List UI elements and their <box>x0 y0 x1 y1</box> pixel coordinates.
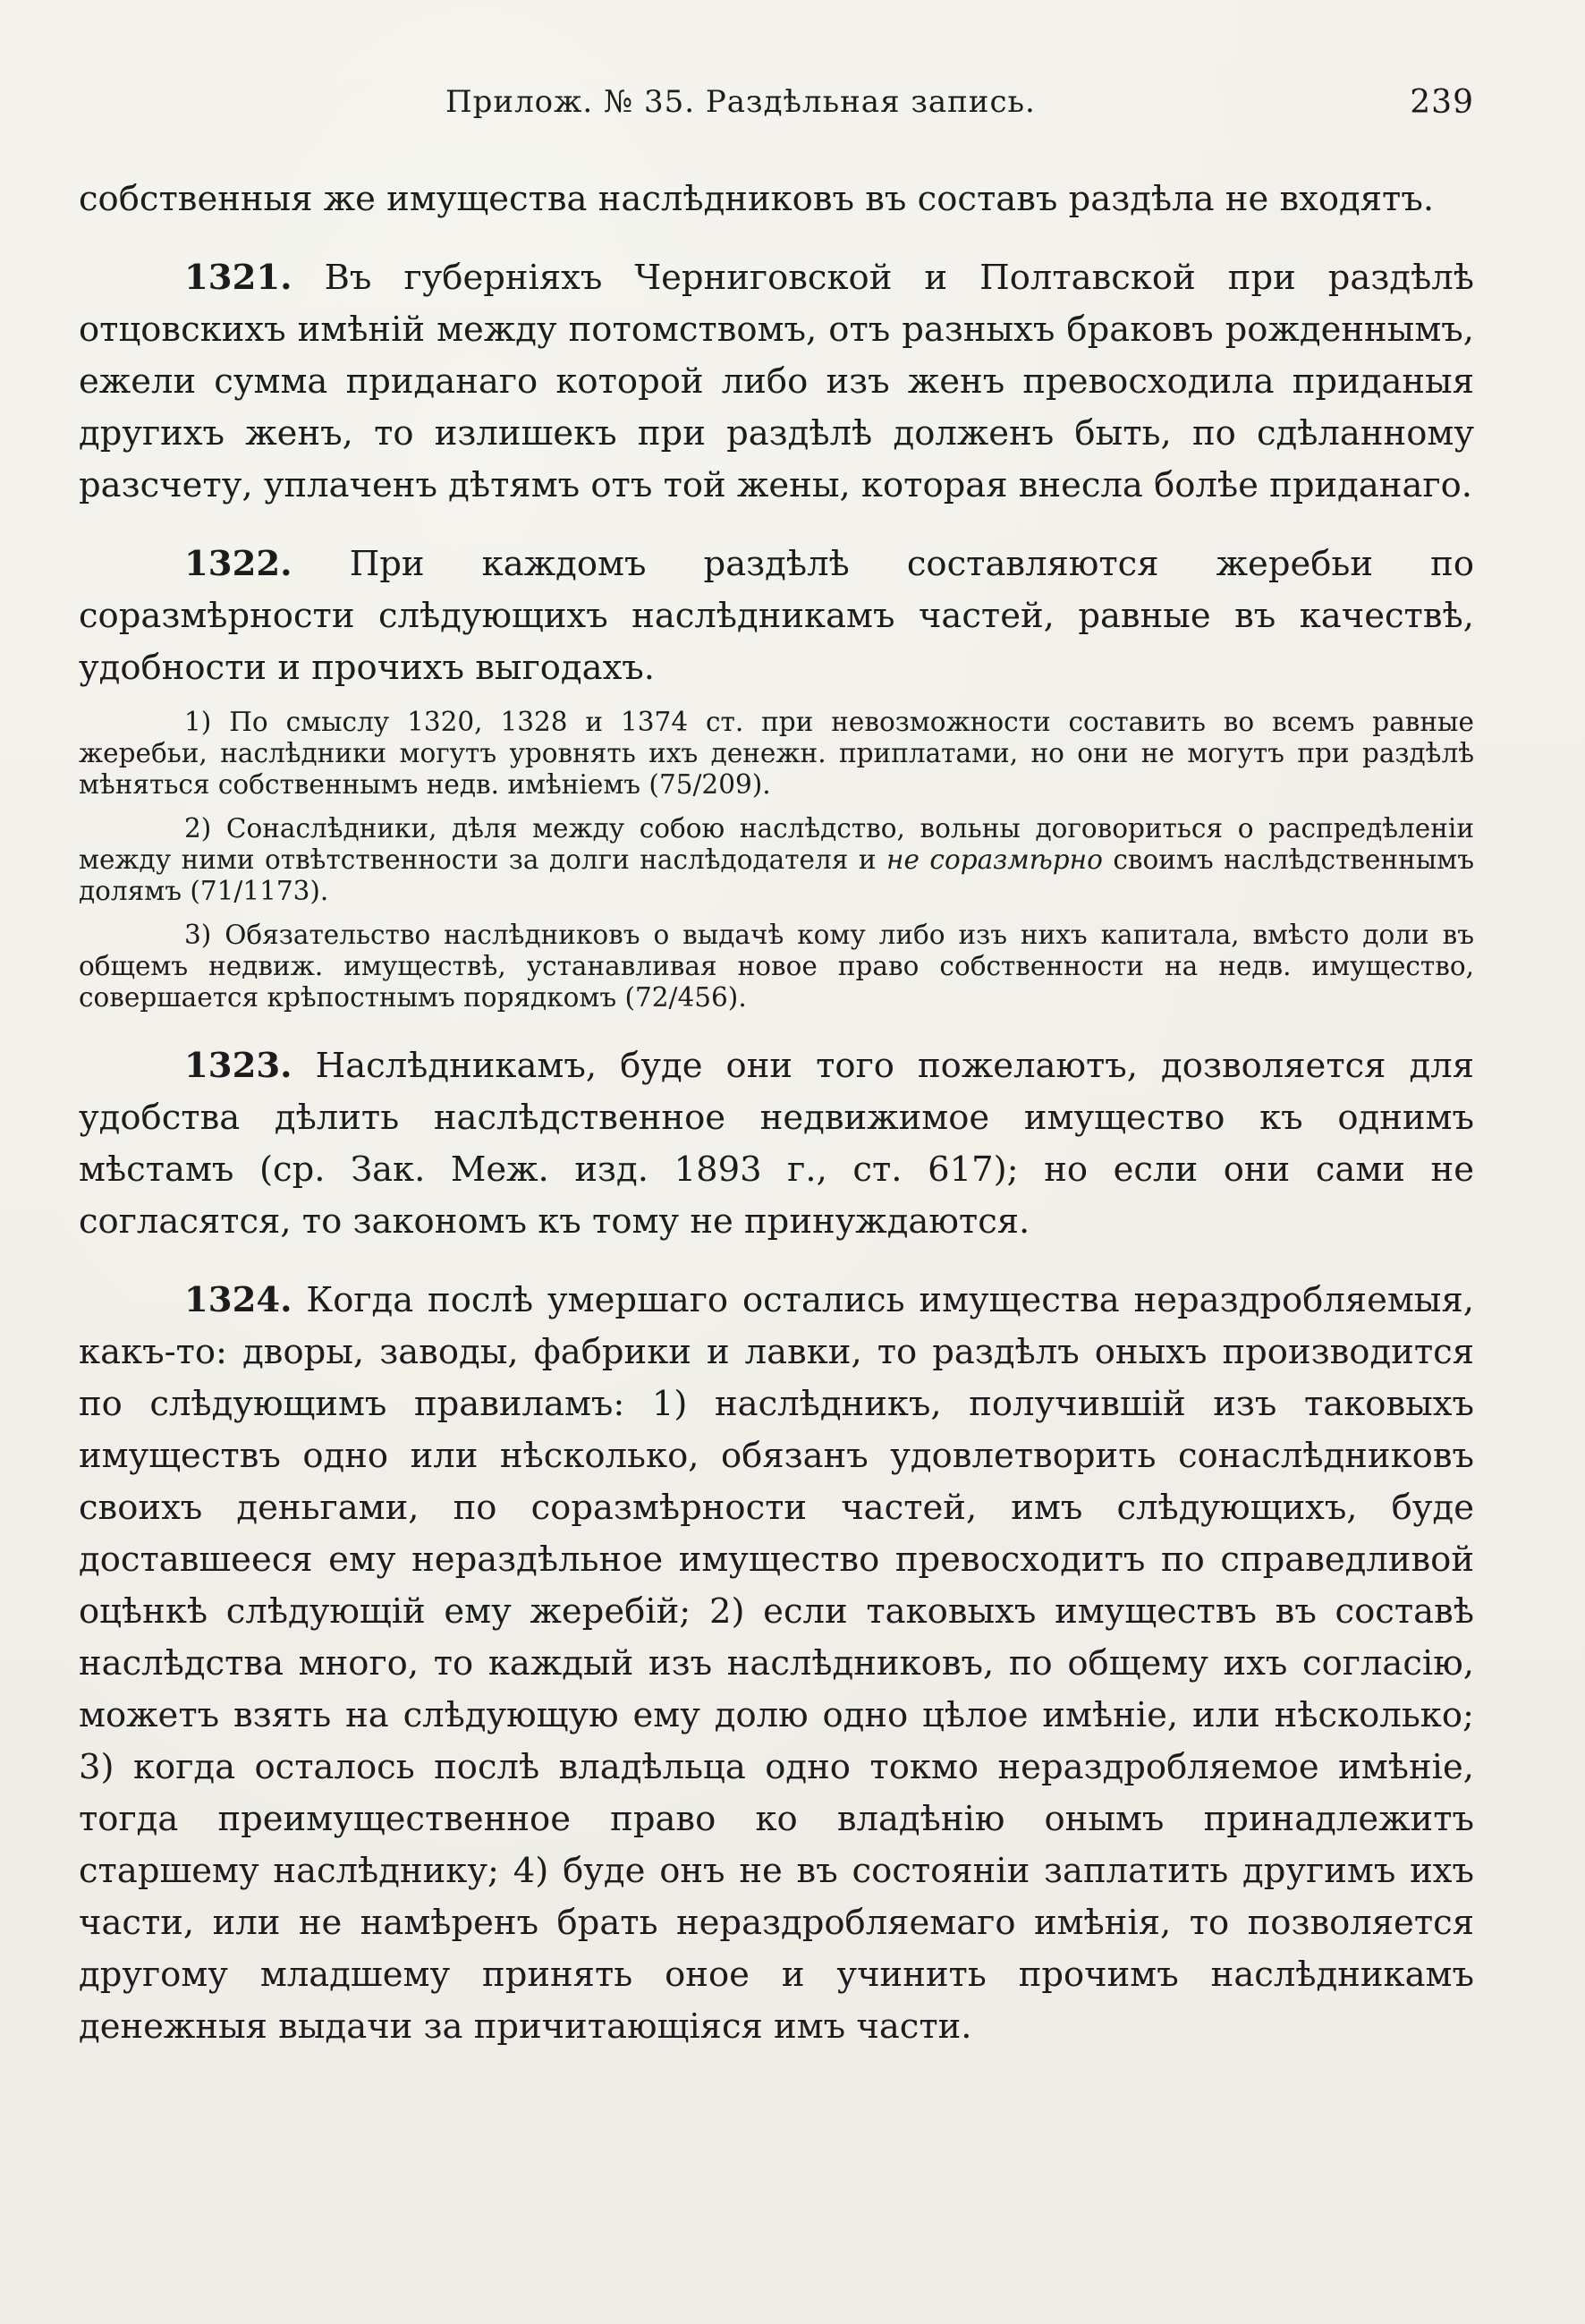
article-1321 <box>79 252 1474 512</box>
footnotes-block <box>79 707 1474 1014</box>
continuation-paragraph: собственныя же имущества наслѣдниковъ въ составъ раздѣла не входятъ. <box>79 179 1435 219</box>
page-number: 239 <box>1410 84 1474 121</box>
running-title: Прилож. № 35. Раздѣльная запись. <box>445 84 1036 120</box>
note-2 <box>79 813 1474 907</box>
article-text: Наслѣдникамъ, буде они того пожелаютъ, дозволяется для удобства дѣлить наслѣдственное недвижимое имущество къ однимъ мѣстамъ (ср. Зак. Меж. изд. 1893 г., ст. 617); но если они сами не согласятся, то закономъ къ тому не принуждаются. <box>79 1046 1474 1242</box>
running-header <box>79 79 1474 132</box>
article-text: Когда послѣ умершаго остались имущества нераздробляемыя, какъ-то: дворы, заводы, фабрики и лавки, то раздѣлъ оныхъ производится по слѣдующимъ правиламъ: 1) наслѣдникъ, получившій изъ таковыхъ имуществъ одно или нѣсколько, обязанъ удовлетворить сонаслѣдниковъ своихъ деньгами, по соразмѣрности частей, имъ слѣдующихъ, буде доставшееся ему нераздѣльное имущество превосходитъ по справедливой оцѣнкѣ слѣдующій ему жеребій; 2) если таковыхъ имуществъ въ составѣ наслѣдства много, то каждый изъ наслѣдниковъ, по общему ихъ согласію, можетъ взять на слѣдующую ему долю одно цѣлое имѣніе, или нѣсколько; 3) когда осталось послѣ владѣльца одно токмо нераздробляемое имѣніе, тогда преимущественное право ко владѣнію онымъ принадлежитъ старшему наслѣднику; 4) буде онъ не въ состояніи заплатить другимъ ихъ части, или не намѣренъ брать нераздробляемаго имѣнія, то позволяется другому младшему принять оное и учинить прочимъ наслѣдникамъ денежныя выдачи за причитающіяся имъ части. <box>79 1280 1474 2047</box>
article-1323 <box>79 1040 1474 1248</box>
article-number: 1322. <box>184 544 292 584</box>
article-number: 1324. <box>184 1280 292 1320</box>
note-emphasis: не соразмѣрно <box>886 844 1103 875</box>
note-text: своимъ наслѣдственнымъ долямъ (71/1173). <box>79 844 1474 906</box>
article-1324 <box>79 1275 1474 2053</box>
article-text: При каждомъ раздѣлѣ составляются жеребьи по соразмѣрности слѣдующихъ наслѣдникамъ частей, равные въ качествѣ, удобности и прочихъ выгодахъ. <box>79 544 1474 688</box>
article-text: Въ губерніяхъ Черниговской и Полтавской при раздѣлѣ отцовскихъ имѣній между потомствомъ, отъ разныхъ браковъ рожденнымъ, ежели сумма приданаго которой либо изъ женъ превосходила приданыя другихъ женъ, то излишекъ при раздѣлѣ долженъ быть, по сдѣланному разсчету, уплаченъ дѣтямъ отъ той жены, которая внесла болѣе приданаго. <box>79 258 1474 505</box>
note-1: 1) По смыслу 1320, 1328 и 1374 ст. при невозможности составить во всемъ равные жеребьи, наслѣдники могутъ уровнять ихъ денежн. приплатами, но они не могутъ при раздѣлѣ мѣняться собственнымъ недв. имѣніемъ (75/209). <box>79 707 1474 800</box>
note-3: 3) Обязательство наслѣдниковъ о выдачѣ кому либо изъ нихъ капитала, вмѣсто доли въ общемъ недвиж. имуществѣ, устанавливая новое право собственности на недв. имущество, совершается крѣпостнымъ порядкомъ (72/456). <box>79 920 1474 1013</box>
article-number: 1321. <box>184 258 292 298</box>
body-text <box>79 174 1474 694</box>
note-text: 2) Сонаслѣдники, дѣля между собою наслѣдство, вольны договориться о распредѣленіи между ними отвѣтственности за долги наслѣдодателя и <box>79 813 1474 875</box>
article-number: 1323. <box>184 1046 292 1086</box>
article-1322 <box>79 539 1474 694</box>
body-text-continued <box>79 1040 1474 2053</box>
